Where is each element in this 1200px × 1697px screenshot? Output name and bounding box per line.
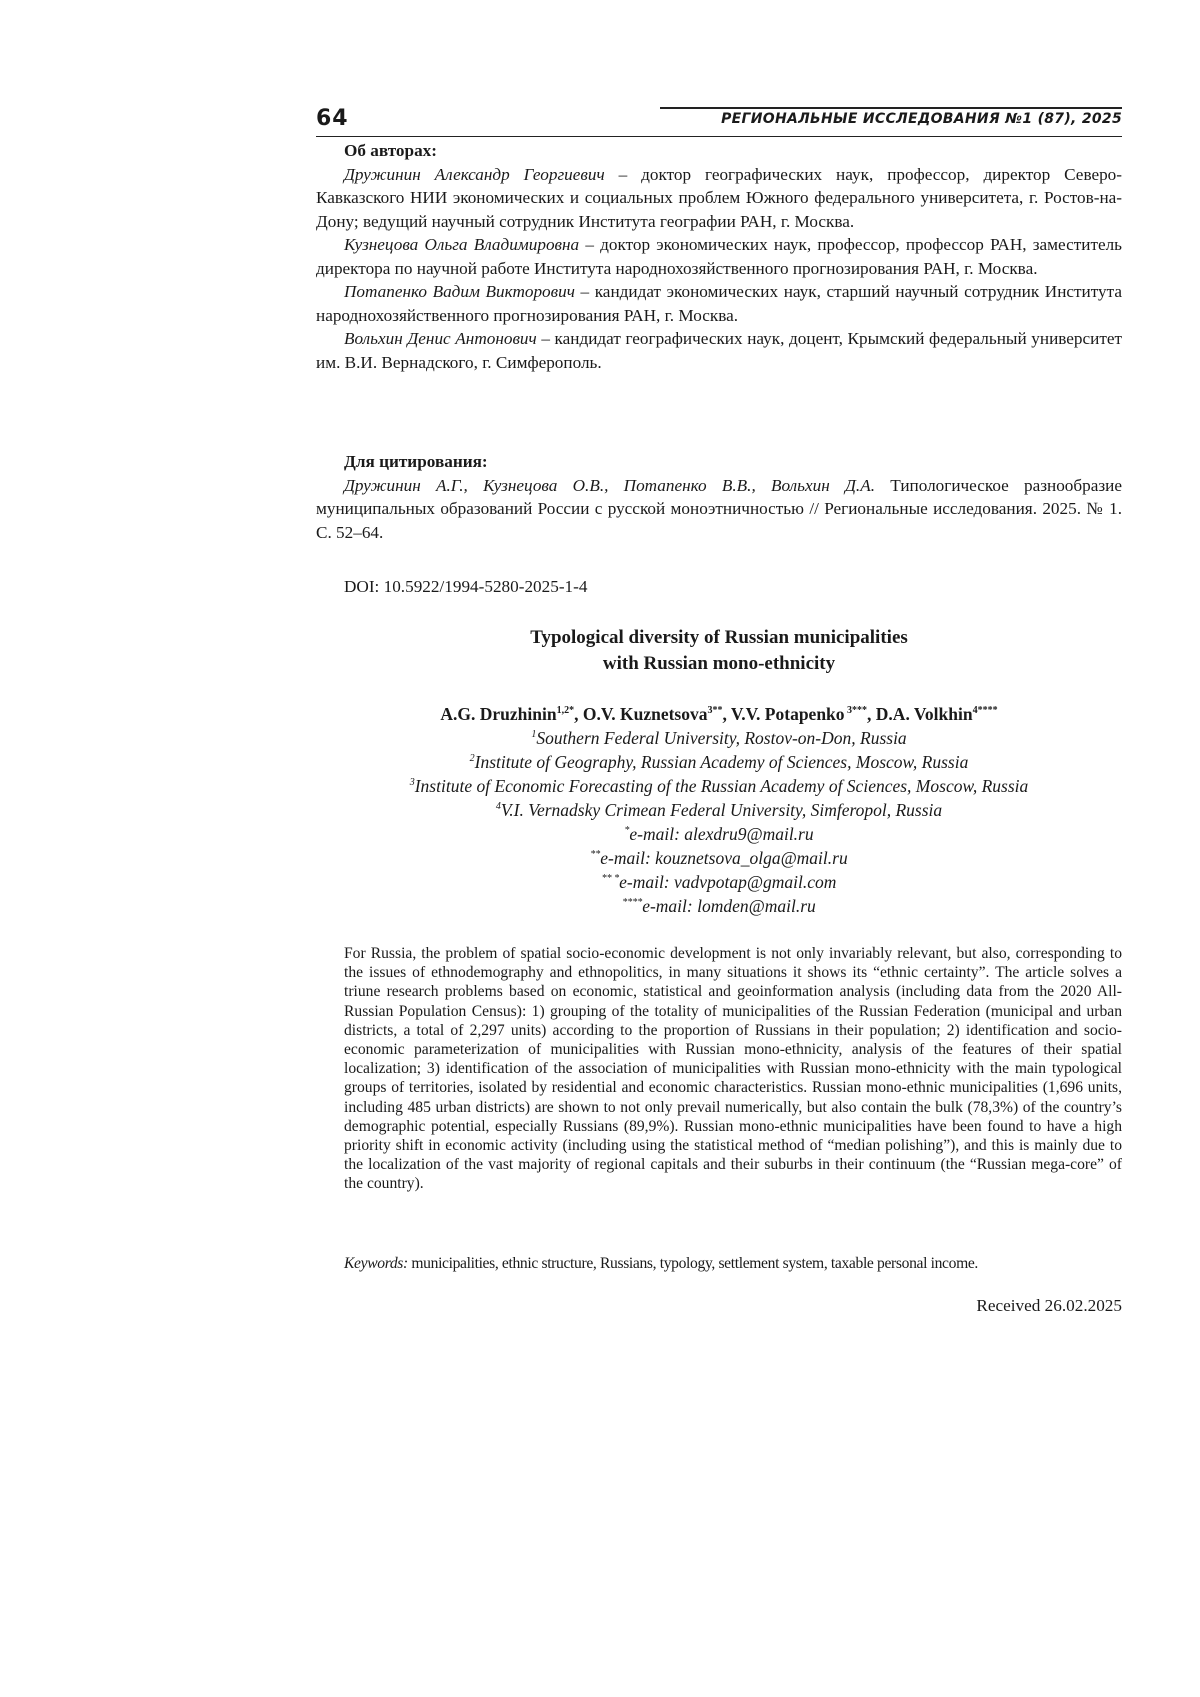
email — [316, 870, 1122, 894]
affiliation — [316, 798, 1122, 822]
author-block — [316, 702, 1122, 918]
author-bio — [316, 327, 1122, 374]
email-text[interactable]: e-mail: vadvpotap@gmail.com — [619, 872, 837, 892]
english-title-line: with Russian mono-ethnicity — [602, 653, 836, 674]
affiliation-sup: 3 — [409, 777, 415, 789]
keywords-label: Keywords: — [344, 1255, 408, 1272]
author-bio-name: Потапенко Вадим Викторович — [344, 282, 575, 301]
author-bio — [316, 233, 1122, 280]
author-bio-name: Дружинин Александр Георгиевич — [344, 164, 605, 184]
citation-heading: Для цитирования: — [344, 452, 488, 471]
affiliation-sup: 2 — [469, 753, 475, 765]
citation-text — [316, 474, 1122, 545]
affiliation — [316, 750, 1122, 774]
author-sup: 3** — [707, 705, 723, 717]
author-name: O.V. Kuznetsova — [582, 704, 708, 724]
author-sep: , — [867, 704, 876, 724]
header-rule — [660, 107, 1122, 109]
author-sup: 4**** — [972, 705, 998, 717]
citation-body: Типологическое разнообразие муниципальных образований России с русской моноэтничностью // Региональные исследования. 2025. № 1. С. 52–64. — [316, 475, 1122, 542]
author-name: A.G. Druzhinin — [440, 704, 557, 724]
running-header — [316, 106, 1122, 137]
affiliation-sup: 4 — [495, 801, 501, 813]
citation-section — [316, 450, 1122, 544]
page-number: 64 — [316, 106, 349, 131]
affiliation-text: Institute of Economic Forecasting of the Russian Academy of Sciences, Moscow, Russia — [414, 776, 1029, 796]
affiliation — [316, 774, 1122, 798]
author-bio-text: – доктор экономических наук, профессор, профессор РАН, заместитель директора по научной работе Института народнохозяйственного прогнозирования РАН, г. Москва. — [316, 235, 1122, 278]
affiliation-text: Institute of Geography, Russian Academy of Sciences, Moscow, Russia — [474, 752, 969, 772]
author-bio — [316, 280, 1122, 327]
email-sup: ** — [590, 849, 601, 861]
author-sep: , — [574, 704, 583, 724]
author-bio-text: – кандидат экономических наук, старший научный сотрудник Института народнохозяйственного прогнозирования РАН, г. Москва. — [316, 282, 1122, 325]
keywords-text: municipalities, ethnic structure, Russians, typology, settlement system, taxable personal income. — [407, 1255, 978, 1272]
email-text[interactable]: e-mail: lomden@mail.ru — [642, 896, 816, 916]
email — [316, 846, 1122, 870]
english-title — [316, 625, 1122, 677]
email-sup: ** * — [601, 873, 620, 885]
email — [316, 894, 1122, 918]
about-authors-heading: Об авторах: — [344, 141, 437, 160]
author-names — [316, 702, 1122, 726]
author-bio-text: – кандидат географических наук, доцент, Крымский федеральный университет им. В.И. Вернадского, г. Симферополь. — [316, 329, 1122, 372]
author-sup: 3*** — [844, 705, 868, 717]
citation-authors: Дружинин А.Г., Кузнецова О.В., Потапенко В.В., Вольхин Д.А. — [344, 475, 876, 495]
author-sep: , — [722, 704, 731, 724]
email-sup: * — [624, 825, 630, 837]
keywords — [344, 1254, 1122, 1273]
email-sup: **** — [622, 897, 643, 909]
author-name: D.A. Volkhin — [875, 704, 973, 724]
received-date: Received 26.02.2025 — [976, 1296, 1122, 1315]
abstract: For Russia, the problem of spatial socio-economic development is not only invariably relevant, but also, corresponding to the issues of ethnodemography and ethnopolitics, in many situations it shows its “ethnic certainty”. The article solves a triune research problems based on economic, statistical and geoinformation analysis (including data from the 2020 All-Russian Population Census): 1) grouping of the totality of municipalities of the Russian Federation (municipal and urban districts, a total of 2,297 units) according to the proportion of Russians in their population; 2) identification and socio-economic parameterization of municipalities with Russian mono-ethnicity, analysis of the features of their spatial localization; 3) identification of the association of municipalities with Russian mono-ethnicity with the main typological groups of territories, isolated by residential and economic characteristics. Russian mono-ethnic municipalities (1,696 units, including 485 urban districts) are shown to not only prevail numerically, but also contain the bulk (78,3%) of the country’s demographic potential, especially Russians (89,9%). Russian mono-ethnic municipalities have been found to have a high priority shift in economic activity (including using the statistical method of “median polishing”), and this is mainly due to the localization of the vast majority of regional capitals and their suburbs in their continuum (the “Russian mega-core” of the country). — [344, 945, 1122, 1193]
author-bio — [316, 163, 1122, 234]
author-bio-name: Кузнецова Ольга Владимировна — [344, 235, 580, 254]
email-text[interactable]: e-mail: kouznetsova_olga@mail.ru — [600, 848, 848, 868]
author-sup: 1,2* — [556, 705, 575, 717]
affiliation-sup: 1 — [531, 729, 537, 741]
about-authors-section — [316, 139, 1122, 374]
english-title-line: Typological diversity of Russian municipalities — [530, 627, 908, 648]
affiliation — [316, 726, 1122, 750]
doi: DOI: 10.5922/1994-5280-2025-1-4 — [344, 577, 588, 596]
email-text[interactable]: e-mail: alexdru9@mail.ru — [629, 824, 814, 844]
author-bio-name: Вольхин Денис Антонович — [344, 329, 537, 348]
email — [316, 822, 1122, 846]
affiliation-text: V.I. Vernadsky Crimean Federal University, Simferopol, Russia — [500, 800, 943, 820]
affiliation-text: Southern Federal University, Rostov-on-Don, Russia — [536, 728, 907, 748]
author-bio-text: – доктор географических наук, профессор, директор Северо-Кавказского НИИ экономических и социальных проблем Южного федерального университета, г. Ростов-на-Дону; ведущий научный сотрудник Института географии РАН, г. Москва. — [316, 164, 1122, 231]
journal-title: РЕГИОНАЛЬНЫЕ ИССЛЕДОВАНИЯ №1 (87), 2025 — [721, 111, 1122, 127]
author-name: V.V. Potapenko — [730, 704, 845, 724]
